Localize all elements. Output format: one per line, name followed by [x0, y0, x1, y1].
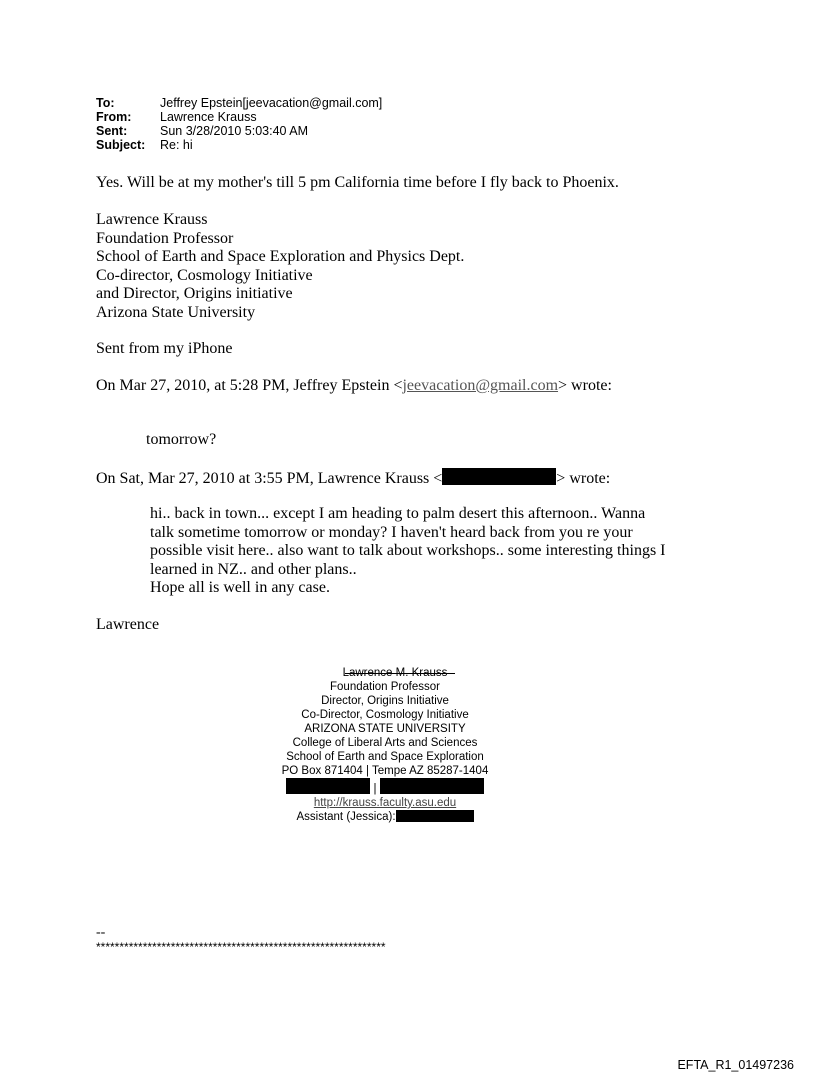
quote1-intro	[96, 377, 612, 396]
sent-value: Sun 3/28/2010 5:03:40 AM	[160, 124, 309, 138]
signature-line: Arizona State University	[96, 303, 256, 321]
sig-line: College of Liberal Arts and Sciences	[292, 737, 478, 749]
signature-line: Foundation Professor	[96, 229, 234, 247]
reply-text: Yes. Will be at my mother's till 5 pm California time before I fly back to Phoenix.	[96, 174, 619, 191]
faculty-url-link[interactable]: http://krauss.faculty.asu.edu	[313, 797, 457, 809]
quote2-intro-suffix: > wrote:	[556, 470, 611, 487]
quote2-line: learned in NZ.. and other plans..	[150, 560, 357, 578]
signature-block	[200, 664, 570, 824]
quote2-line: talk sometime tomorrow or monday? I haven't heard back from you re your	[150, 523, 633, 541]
trailer-stars: **************************************************************	[96, 940, 386, 954]
document-id: EFTA_R1_01497236	[677, 1058, 794, 1072]
from-row	[96, 110, 382, 124]
signature-line: and Director, Origins initiative	[96, 285, 293, 302]
trailer-dashes: --	[96, 925, 106, 940]
sent-from-iphone: Sent from my iPhone	[96, 340, 233, 357]
sig-line: ARIZONA STATE UNIVERSITY	[304, 723, 466, 735]
quote2-body	[150, 505, 666, 598]
sig-line: Co-Director, Cosmology Initiative	[301, 709, 469, 721]
to-value: Jeffrey Epstein[jeevacation@gmail.com]	[160, 96, 383, 110]
email-header	[96, 96, 382, 152]
redaction-box	[286, 778, 370, 794]
sig-separator: |	[373, 783, 377, 795]
quote2-line: Hope all is well in any case.	[150, 579, 330, 596]
sent-label: Sent:	[96, 124, 128, 138]
redacted-phone-row	[200, 778, 570, 796]
quote2-line: possible visit here.. also want to talk about workshops.. some interesting things I	[150, 542, 666, 559]
subject-value: Re: hi	[160, 138, 193, 152]
reply-signature	[96, 211, 464, 322]
sig-line: Lawrence M. Krauss	[342, 667, 448, 679]
quote2-closing: Lawrence	[96, 616, 160, 633]
signature-line: School of Earth and Space Exploration and Physics Dept.	[96, 248, 465, 265]
sig-line: PO Box 871404 | Tempe AZ 85287-1404	[281, 765, 489, 777]
signature-line: Lawrence Krauss	[96, 211, 208, 228]
sig-line: Foundation Professor	[330, 681, 440, 693]
subject-row	[96, 138, 382, 152]
quote2-line: hi.. back in town... except I am heading to palm desert this afternoon.. Wanna	[150, 505, 646, 522]
redaction-box	[442, 468, 556, 485]
quote1-email-link[interactable]: jeevacation@gmail.com	[402, 377, 559, 394]
assistant-row	[200, 810, 570, 824]
signature-line: Co-director, Cosmology Initiative	[96, 266, 313, 284]
redaction-box	[396, 810, 474, 822]
from-label: From:	[96, 110, 132, 124]
quote2-intro	[96, 468, 610, 489]
subject-label: Subject:	[96, 138, 146, 152]
to-row	[96, 96, 382, 110]
quote1-intro-prefix: On Mar 27, 2010, at 5:28 PM, Jeffrey Epstein <	[96, 377, 403, 394]
redaction-box	[380, 778, 484, 794]
sent-row	[96, 124, 382, 138]
sig-line: School of Earth and Space Exploration	[286, 751, 484, 763]
assistant-label: Assistant (Jessica):	[296, 811, 396, 823]
to-label: To:	[96, 96, 115, 110]
quote1-intro-suffix: > wrote:	[558, 377, 612, 394]
quote1-text: tomorrow?	[146, 431, 217, 448]
quote2-intro-prefix: On Sat, Mar 27, 2010 at 3:55 PM, Lawrence Krauss <	[96, 470, 443, 487]
from-value: Lawrence Krauss	[160, 110, 257, 124]
sig-line: Director, Origins Initiative	[321, 695, 449, 707]
